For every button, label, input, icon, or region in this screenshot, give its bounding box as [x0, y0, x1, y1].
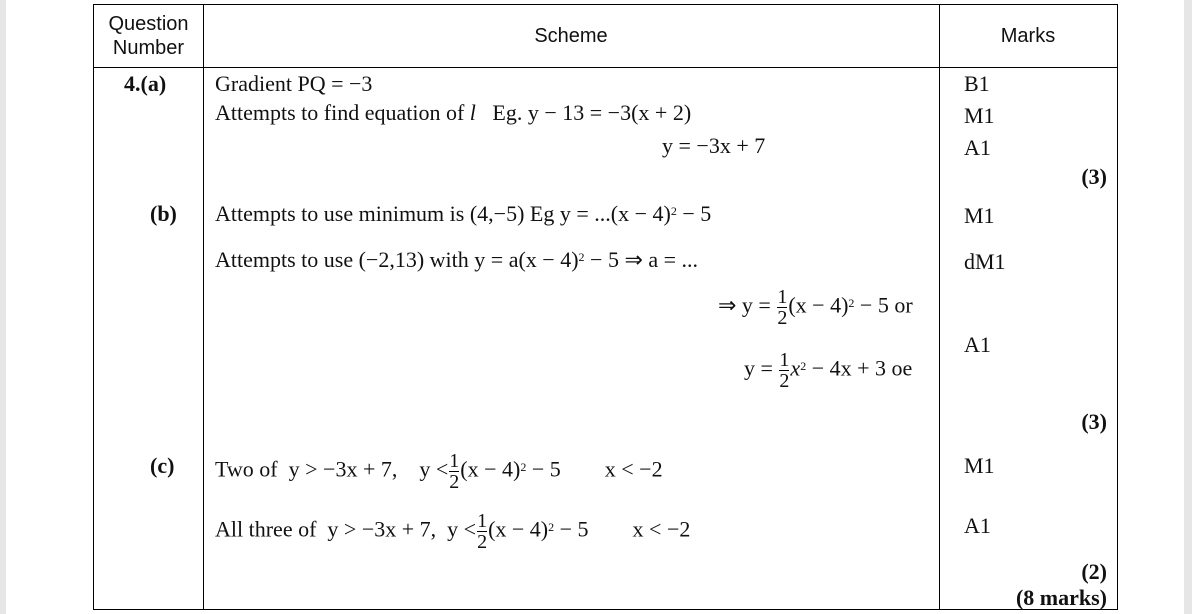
- inequality: x < −2: [604, 456, 663, 482]
- fraction: [449, 451, 459, 492]
- scheme-line: Gradient PQ = −3: [215, 71, 373, 96]
- numerator: 1: [779, 349, 790, 371]
- fraction: [477, 511, 487, 552]
- denominator: 2: [449, 471, 460, 493]
- inequality: (x − 4): [488, 516, 549, 542]
- scheme-line: ⇒ y = $\frac{1}{2}$ $(x - 4)^2 - 5$ or: [718, 286, 913, 329]
- fraction: [777, 287, 787, 328]
- header-question-label: Question: [108, 13, 189, 35]
- scheme-text: All three of: [215, 516, 317, 542]
- column-divider: [203, 5, 204, 609]
- denominator: 2: [779, 370, 790, 392]
- equation: (x − 4): [610, 201, 671, 226]
- mark-label: A1: [964, 513, 991, 538]
- inequality: − 5: [531, 456, 561, 482]
- mark-label: dM1: [964, 249, 1006, 274]
- part-total: (3): [1081, 409, 1107, 434]
- inequality: y <: [419, 456, 449, 482]
- scheme-text: Attempts to use: [215, 247, 354, 272]
- header-question-number: [94, 12, 203, 60]
- equation: y = −3x + 7: [662, 133, 766, 158]
- inequality: y > −3x + 7,: [327, 516, 437, 542]
- mark-label: A1: [964, 332, 991, 357]
- fraction: [779, 350, 789, 391]
- minimum-point: (4,−5): [469, 201, 525, 226]
- mark-label: B1: [964, 71, 990, 96]
- scheme-text: or: [894, 292, 913, 318]
- numerator: 1: [477, 510, 488, 532]
- scheme-line: Attempts to use minimum is (4,−5) Eg $y = ...(x - 4)^2 - 5$: [215, 201, 712, 226]
- header-number-label: Number: [112, 37, 185, 59]
- equation: (x − 4): [518, 247, 579, 272]
- column-divider: [939, 5, 940, 609]
- inequality: (x − 4): [460, 456, 521, 482]
- part-label: (b): [150, 201, 177, 226]
- scheme-line: [215, 100, 691, 126]
- line-variable: l: [469, 100, 476, 125]
- header-divider: [94, 67, 1117, 68]
- equation: − 4x + 3: [811, 355, 887, 381]
- page-edge: [1184, 0, 1192, 614]
- inequality: y <: [447, 516, 477, 542]
- inequality: y > −3x + 7,: [288, 456, 398, 482]
- equation: Eg. y − 13 = −3(x + 2): [492, 100, 692, 125]
- part-label: 4.(a): [124, 71, 167, 96]
- mark-label: A1: [964, 135, 991, 160]
- scheme-line: All three of y > −3x + 7, y < $\frac{1}{2}$ $(x - 4)^2 - 5$ x < −2: [215, 510, 691, 553]
- part-label: (c): [150, 453, 175, 478]
- equation: y = ...: [559, 201, 611, 226]
- equation: − 5 ⇒ a = ...: [590, 247, 699, 272]
- numerator: 1: [777, 286, 788, 308]
- equation: y = a: [474, 247, 519, 272]
- scheme-text: Eg: [529, 201, 555, 226]
- scheme-text: oe: [891, 355, 913, 381]
- numerator: 1: [449, 450, 460, 472]
- denominator: 2: [477, 531, 488, 553]
- mark-label: M1: [964, 453, 995, 478]
- scheme-line: Attempts to use (−2,13) with $y = a(x - 4)^2 - 5$ ⇒ a = ...: [215, 247, 699, 272]
- inequality: − 5: [559, 516, 589, 542]
- given-point: (−2,13): [358, 247, 425, 272]
- inequality: x < −2: [632, 516, 691, 542]
- denominator: 2: [777, 307, 788, 329]
- equation: ⇒ y =: [718, 292, 771, 318]
- mark-label: M1: [964, 103, 995, 128]
- page-edge: [0, 0, 6, 614]
- equation: − 5: [859, 292, 889, 318]
- scheme-text: Attempts to find equation of: [215, 100, 470, 125]
- mark-label: M1: [964, 203, 995, 228]
- header-scheme: Scheme: [534, 25, 608, 47]
- scheme-text: Two of: [215, 456, 278, 482]
- scheme-text: with: [429, 247, 469, 272]
- equation: (x − 4): [788, 292, 849, 318]
- equation: y =: [744, 355, 773, 381]
- scheme-line: y = $\frac{1}{2}$ $x^2 - 4x + 3$ oe: [744, 349, 913, 392]
- grand-total: (8 marks): [1015, 585, 1107, 610]
- equation: − 5: [682, 201, 712, 226]
- scheme-text: Attempts to use minimum is: [215, 201, 465, 226]
- scheme-line: Two of y > −3x + 7, y < $\frac{1}{2}$ $(x - 4)^2 - 5$ x < −2: [215, 450, 663, 493]
- part-total: (3): [1081, 164, 1107, 189]
- mark-scheme-table: [93, 4, 1118, 610]
- part-total: (2): [1081, 559, 1107, 584]
- header-marks: Marks: [1000, 25, 1056, 47]
